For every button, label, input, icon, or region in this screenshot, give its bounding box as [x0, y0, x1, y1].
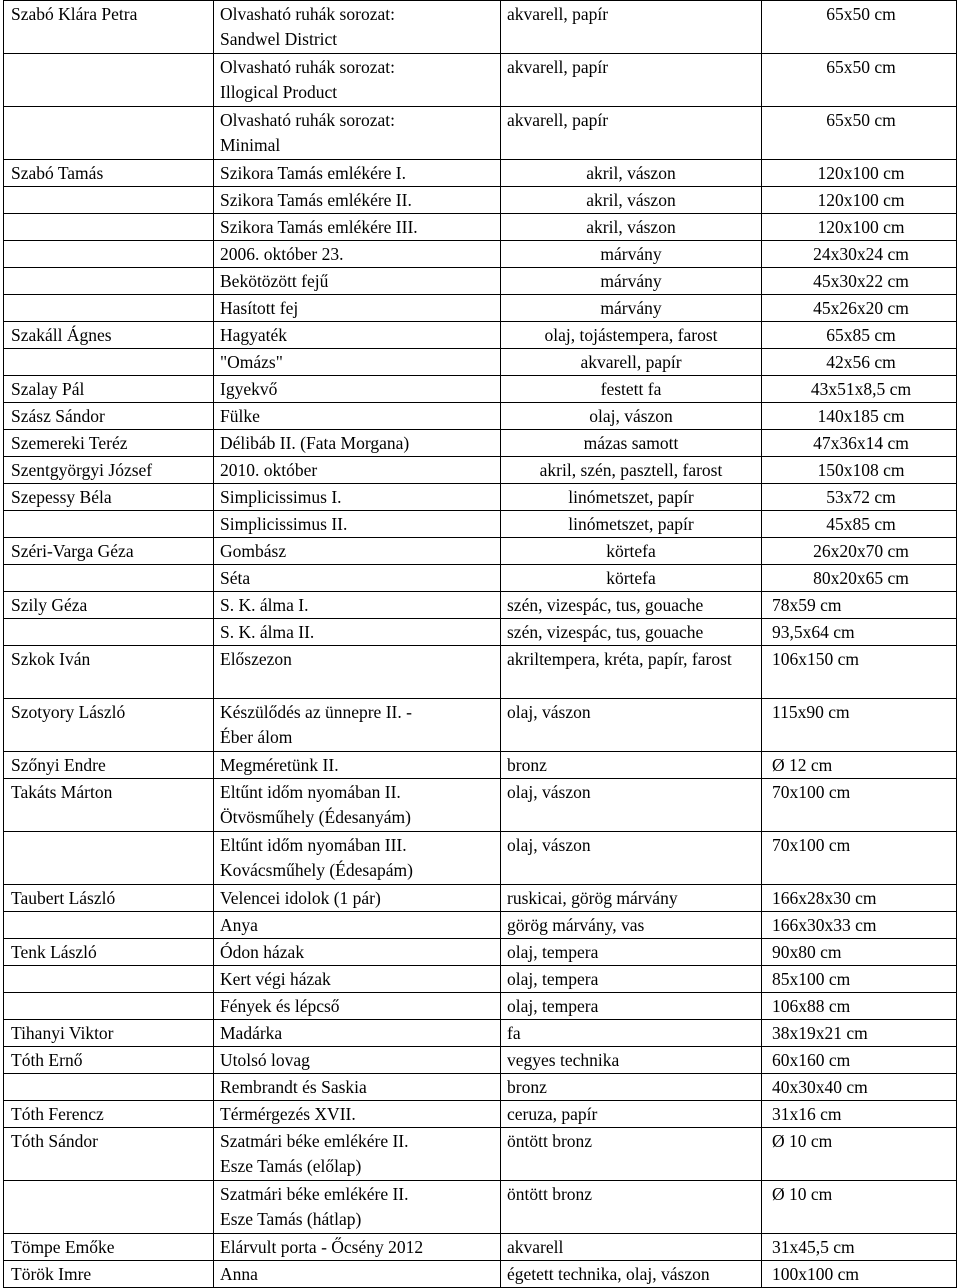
artist-cell: Szabó Klára Petra	[4, 1, 214, 54]
table-row	[4, 54, 957, 107]
table-row	[4, 214, 957, 241]
artist-cell	[4, 993, 214, 1020]
title-cell: Délibáb II. (Fata Morgana)	[214, 430, 501, 457]
technique-cell: mázas samott	[501, 430, 762, 457]
artist-cell	[4, 1181, 214, 1234]
title-cell: Madárka	[214, 1020, 501, 1047]
size-cell: 31x45,5 cm	[762, 1234, 957, 1261]
table-row	[4, 565, 957, 592]
title-cell: Készülődés az ünnepre II. - Éber álom	[214, 699, 501, 752]
table-row	[4, 646, 957, 699]
artist-cell	[4, 241, 214, 268]
technique-cell: akvarell	[501, 1234, 762, 1261]
artist-cell: Tihanyi Viktor	[4, 1020, 214, 1047]
title-cell: "Omázs"	[214, 349, 501, 376]
title-cell: Fülke	[214, 403, 501, 430]
artist-cell: Szotyory László	[4, 699, 214, 752]
technique-cell: olaj, tojástempera, farost	[501, 322, 762, 349]
title-cell: Hasított fej	[214, 295, 501, 322]
size-cell: 65x85 cm	[762, 322, 957, 349]
size-cell: 150x108 cm	[762, 457, 957, 484]
title-cell: Eltűnt időm nyomában II. Ötvösműhely (Édesanyám)	[214, 779, 501, 832]
artist-cell	[4, 619, 214, 646]
size-cell: 26x20x70 cm	[762, 538, 957, 565]
size-cell: 65x50 cm	[762, 54, 957, 107]
technique-cell: olaj, vászon	[501, 699, 762, 752]
technique-cell: akvarell, papír	[501, 54, 762, 107]
table-row	[4, 349, 957, 376]
title-cell: Gombász	[214, 538, 501, 565]
technique-cell: olaj, vászon	[501, 779, 762, 832]
technique-cell: márvány	[501, 241, 762, 268]
size-cell: 45x26x20 cm	[762, 295, 957, 322]
size-cell: 65x50 cm	[762, 107, 957, 160]
title-cell: Szikora Tamás emlékére II.	[214, 187, 501, 214]
artist-cell: Tömpe Emőke	[4, 1234, 214, 1261]
table-row	[4, 752, 957, 779]
size-cell: 140x185 cm	[762, 403, 957, 430]
size-cell: Ø 10 cm	[762, 1128, 957, 1181]
size-cell: 31x16 cm	[762, 1101, 957, 1128]
table-row	[4, 511, 957, 538]
technique-cell: szén, vizespác, tus, gouache	[501, 619, 762, 646]
artist-cell: Tóth Sándor	[4, 1128, 214, 1181]
artist-cell	[4, 832, 214, 885]
artist-cell	[4, 511, 214, 538]
table-row	[4, 779, 957, 832]
size-cell: 80x20x65 cm	[762, 565, 957, 592]
technique-cell: akril, vászon	[501, 214, 762, 241]
artist-cell	[4, 214, 214, 241]
artist-cell: Szepessy Béla	[4, 484, 214, 511]
artist-cell: Szkok Iván	[4, 646, 214, 699]
artist-cell: Szentgyörgyi József	[4, 457, 214, 484]
artist-cell: Tóth Ferencz	[4, 1101, 214, 1128]
technique-cell: ruskicai, görög márvány	[501, 885, 762, 912]
technique-cell: körtefa	[501, 538, 762, 565]
table-row	[4, 1047, 957, 1074]
size-cell: 78x59 cm	[762, 592, 957, 619]
size-cell: 47x36x14 cm	[762, 430, 957, 457]
table-row	[4, 322, 957, 349]
size-cell: 166x28x30 cm	[762, 885, 957, 912]
title-cell: Kert végi házak	[214, 966, 501, 993]
technique-cell: görög márvány, vas	[501, 912, 762, 939]
table-row	[4, 885, 957, 912]
table-row	[4, 160, 957, 187]
technique-cell: öntött bronz	[501, 1128, 762, 1181]
title-cell: Anna	[214, 1261, 501, 1288]
table-row	[4, 430, 957, 457]
size-cell: Ø 12 cm	[762, 752, 957, 779]
technique-cell: bronz	[501, 1074, 762, 1101]
artist-cell	[4, 268, 214, 295]
size-cell: 40x30x40 cm	[762, 1074, 957, 1101]
size-cell: 106x88 cm	[762, 993, 957, 1020]
technique-cell: olaj, tempera	[501, 966, 762, 993]
size-cell: 45x85 cm	[762, 511, 957, 538]
table-row	[4, 484, 957, 511]
size-cell: 106x150 cm	[762, 646, 957, 699]
artist-cell: Szalay Pál	[4, 376, 214, 403]
title-cell: S. K. álma I.	[214, 592, 501, 619]
technique-cell: öntött bronz	[501, 1181, 762, 1234]
title-cell: Ódon házak	[214, 939, 501, 966]
table-row	[4, 538, 957, 565]
size-cell: 53x72 cm	[762, 484, 957, 511]
artist-cell	[4, 565, 214, 592]
technique-cell: akril, szén, pasztell, farost	[501, 457, 762, 484]
technique-cell: akvarell, papír	[501, 107, 762, 160]
artist-cell: Takáts Márton	[4, 779, 214, 832]
title-cell: Eltűnt időm nyomában III. Kovácsműhely (Édesapám)	[214, 832, 501, 885]
title-cell: Bekötözött fejű	[214, 268, 501, 295]
size-cell: 100x100 cm	[762, 1261, 957, 1288]
table-row	[4, 107, 957, 160]
artist-cell	[4, 349, 214, 376]
table-row	[4, 1234, 957, 1261]
title-cell: Olvasható ruhák sorozat: Minimal	[214, 107, 501, 160]
size-cell: Ø 10 cm	[762, 1181, 957, 1234]
artist-cell: Szász Sándor	[4, 403, 214, 430]
table-row	[4, 912, 957, 939]
technique-cell: szén, vizespác, tus, gouache	[501, 592, 762, 619]
artist-cell: Szemereki Teréz	[4, 430, 214, 457]
artist-cell: Széri-Varga Géza	[4, 538, 214, 565]
title-cell: Szatmári béke emlékére II. Esze Tamás (hátlap)	[214, 1181, 501, 1234]
table-row	[4, 939, 957, 966]
title-cell: Simplicissimus I.	[214, 484, 501, 511]
table-row	[4, 1128, 957, 1181]
size-cell: 43x51x8,5 cm	[762, 376, 957, 403]
title-cell: Előszezon	[214, 646, 501, 699]
artist-cell	[4, 187, 214, 214]
technique-cell: linómetszet, papír	[501, 484, 762, 511]
size-cell: 120x100 cm	[762, 214, 957, 241]
technique-cell: festett fa	[501, 376, 762, 403]
artist-cell: Szily Géza	[4, 592, 214, 619]
technique-cell: olaj, tempera	[501, 993, 762, 1020]
technique-cell: akril, vászon	[501, 187, 762, 214]
table-row	[4, 699, 957, 752]
title-cell: S. K. álma II.	[214, 619, 501, 646]
title-cell: 2010. október	[214, 457, 501, 484]
technique-cell: körtefa	[501, 565, 762, 592]
size-cell: 70x100 cm	[762, 779, 957, 832]
table-row	[4, 1261, 957, 1288]
artist-cell	[4, 1074, 214, 1101]
table-row	[4, 1181, 957, 1234]
technique-cell: fa	[501, 1020, 762, 1047]
title-cell: Igyekvő	[214, 376, 501, 403]
artist-cell: Taubert László	[4, 885, 214, 912]
table-row	[4, 457, 957, 484]
technique-cell: márvány	[501, 268, 762, 295]
table-row	[4, 376, 957, 403]
technique-cell: akriltempera, kréta, papír, farost	[501, 646, 762, 699]
title-cell: Fények és lépcső	[214, 993, 501, 1020]
title-cell: Elárvult porta - Őcsény 2012	[214, 1234, 501, 1261]
title-cell: Térmérgezés XVII.	[214, 1101, 501, 1128]
table-row	[4, 993, 957, 1020]
size-cell: 166x30x33 cm	[762, 912, 957, 939]
table-row	[4, 1101, 957, 1128]
table-row	[4, 241, 957, 268]
title-cell: Simplicissimus II.	[214, 511, 501, 538]
size-cell: 70x100 cm	[762, 832, 957, 885]
artist-cell: Tóth Ernő	[4, 1047, 214, 1074]
title-cell: Hagyaték	[214, 322, 501, 349]
table-row	[4, 295, 957, 322]
size-cell: 45x30x22 cm	[762, 268, 957, 295]
artist-cell: Szakáll Ágnes	[4, 322, 214, 349]
table-row	[4, 966, 957, 993]
artist-cell: Török Imre	[4, 1261, 214, 1288]
technique-cell: bronz	[501, 752, 762, 779]
size-cell: 90x80 cm	[762, 939, 957, 966]
table-row	[4, 1074, 957, 1101]
table-row	[4, 187, 957, 214]
table-row	[4, 268, 957, 295]
table-row	[4, 832, 957, 885]
size-cell: 120x100 cm	[762, 160, 957, 187]
size-cell: 93,5x64 cm	[762, 619, 957, 646]
technique-cell: olaj, vászon	[501, 403, 762, 430]
size-cell: 60x160 cm	[762, 1047, 957, 1074]
technique-cell: márvány	[501, 295, 762, 322]
size-cell: 38x19x21 cm	[762, 1020, 957, 1047]
artwork-table-body	[4, 1, 957, 1288]
title-cell: Utolsó lovag	[214, 1047, 501, 1074]
artwork-table	[3, 0, 957, 1288]
technique-cell: linómetszet, papír	[501, 511, 762, 538]
artist-cell: Szabó Tamás	[4, 160, 214, 187]
technique-cell: olaj, tempera	[501, 939, 762, 966]
table-row	[4, 1020, 957, 1047]
title-cell: Megméretünk II.	[214, 752, 501, 779]
size-cell: 24x30x24 cm	[762, 241, 957, 268]
size-cell: 120x100 cm	[762, 187, 957, 214]
title-cell: Olvasható ruhák sorozat: Illogical Product	[214, 54, 501, 107]
title-cell: Velencei idolok (1 pár)	[214, 885, 501, 912]
title-cell: Olvasható ruhák sorozat: Sandwel District	[214, 1, 501, 54]
technique-cell: akvarell, papír	[501, 349, 762, 376]
artist-cell	[4, 912, 214, 939]
size-cell: 42x56 cm	[762, 349, 957, 376]
title-cell: 2006. október 23.	[214, 241, 501, 268]
artist-cell	[4, 295, 214, 322]
size-cell: 85x100 cm	[762, 966, 957, 993]
table-row	[4, 592, 957, 619]
artist-cell	[4, 966, 214, 993]
title-cell: Szikora Tamás emlékére I.	[214, 160, 501, 187]
table-row	[4, 403, 957, 430]
technique-cell: vegyes technika	[501, 1047, 762, 1074]
size-cell: 115x90 cm	[762, 699, 957, 752]
title-cell: Anya	[214, 912, 501, 939]
artist-cell: Szőnyi Endre	[4, 752, 214, 779]
title-cell: Szatmári béke emlékére II. Esze Tamás (előlap)	[214, 1128, 501, 1181]
table-row	[4, 619, 957, 646]
technique-cell: olaj, vászon	[501, 832, 762, 885]
artist-cell	[4, 107, 214, 160]
title-cell: Séta	[214, 565, 501, 592]
technique-cell: égetett technika, olaj, vászon	[501, 1261, 762, 1288]
artist-cell: Tenk László	[4, 939, 214, 966]
table-row	[4, 1, 957, 54]
size-cell: 65x50 cm	[762, 1, 957, 54]
title-cell: Szikora Tamás emlékére III.	[214, 214, 501, 241]
technique-cell: akvarell, papír	[501, 1, 762, 54]
technique-cell: akril, vászon	[501, 160, 762, 187]
artist-cell	[4, 54, 214, 107]
title-cell: Rembrandt és Saskia	[214, 1074, 501, 1101]
technique-cell: ceruza, papír	[501, 1101, 762, 1128]
